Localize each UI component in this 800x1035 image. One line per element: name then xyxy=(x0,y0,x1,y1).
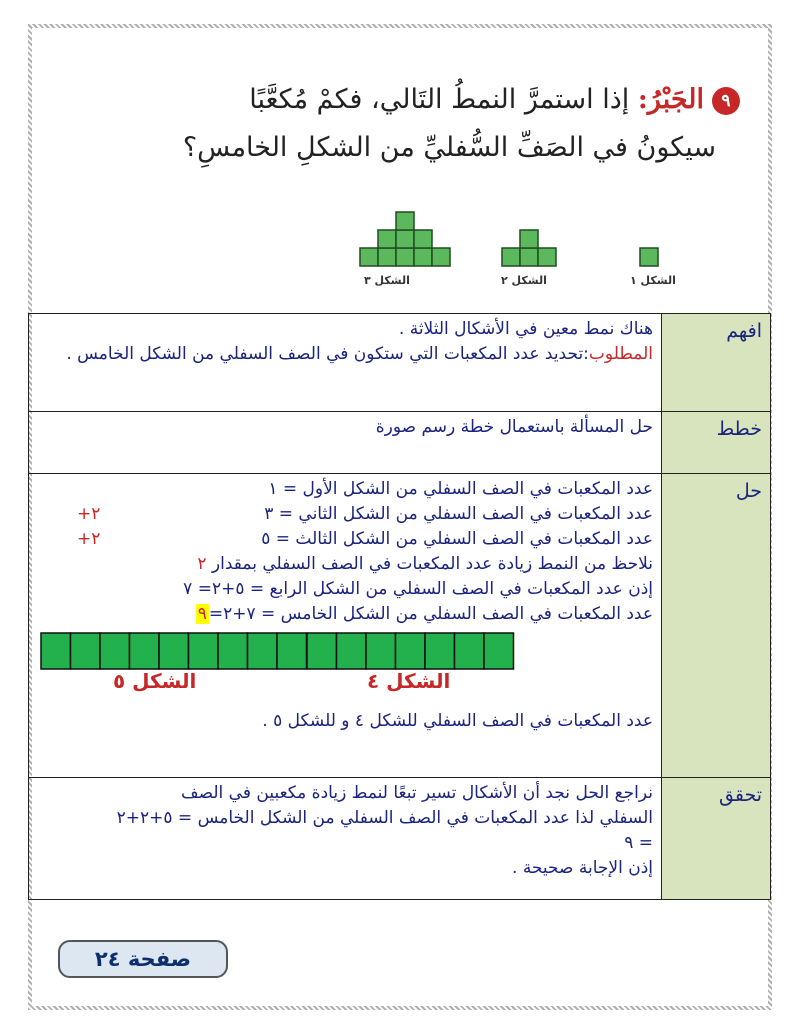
solve-step-2-text: عدد المكعبات في الصف السفلي من الشكل الثاني = ٣ xyxy=(264,504,653,524)
solve-step-5: إذن عدد المكعبات في الصف السفلي من الشكل الرابع = ٥+٢= ٧ xyxy=(183,579,653,599)
figure-3-cube xyxy=(396,212,414,230)
bar-4-cell xyxy=(484,633,514,669)
figure-3-label: الشكل ٣ xyxy=(364,274,410,287)
understand-line-1: هناك نمط معين في الأشكال الثلاثة . xyxy=(398,319,653,339)
verify-content xyxy=(29,778,662,900)
bar-4-cell xyxy=(396,633,426,669)
understand-row xyxy=(29,314,771,412)
problem-statement xyxy=(60,76,740,172)
solve-step-6 xyxy=(37,602,653,627)
required-label: المطلوب xyxy=(588,344,653,364)
figure-3-cube xyxy=(396,230,414,248)
plan-row xyxy=(29,412,771,474)
bars-diagram xyxy=(37,627,653,709)
figure-1-label: الشكل ١ xyxy=(630,274,676,287)
problem-line-1 xyxy=(60,76,740,124)
verify-line-1: نراجع الحل نجد أن الأشكال تسير تبعًا لنمط زيادة مكعبين في الصف xyxy=(181,783,653,803)
bar-4-cell xyxy=(455,633,485,669)
problem-number-badge: ٩ xyxy=(712,87,740,115)
figure-3-cube xyxy=(396,248,414,266)
bar-4-cell xyxy=(366,633,396,669)
figure-2-cube xyxy=(538,248,556,266)
page-number-tag: صفحة ٢٤ xyxy=(58,940,228,978)
bar-5-cell xyxy=(277,633,307,669)
solve-step-3-note: ٢+ xyxy=(77,529,101,549)
figure-2-cube xyxy=(520,230,538,248)
problem-text-1: إذا استمرَّ النمطُ التَالي، فكمْ مُكعَّبًا xyxy=(249,84,630,115)
verify-row xyxy=(29,778,771,900)
solve-label: حل xyxy=(662,474,771,778)
verify-line-3: = ٩ xyxy=(624,833,653,853)
understand-content xyxy=(29,314,662,412)
bar-5-cell xyxy=(248,633,278,669)
problem-line-2: سيكونُ في الصَفِّ السُّفليِّ من الشكلِ الخامسِ؟ xyxy=(182,132,716,163)
bar-5-cell xyxy=(218,633,248,669)
bar-4-label: الشكل ٤ xyxy=(367,669,451,693)
problem-topic: الجَبْرُ: xyxy=(637,84,704,115)
plan-content: حل المسألة باستعمال خطة رسم صورة xyxy=(29,412,662,474)
solve-step-2-note: ٢+ xyxy=(77,504,101,524)
required-text: :تحديد عدد المكعبات التي ستكون في الصف السفلي من الشكل الخامس . xyxy=(66,344,589,364)
figure-3-cube xyxy=(414,248,432,266)
solve-row xyxy=(29,474,771,778)
solve-step-4 xyxy=(37,552,653,577)
solve-step-3 xyxy=(37,527,653,552)
solve-content xyxy=(29,474,662,778)
solve-step-4-value: ٢ xyxy=(197,554,207,574)
bar-5-cell xyxy=(41,633,71,669)
bar-5-cell xyxy=(159,633,189,669)
bar-4-cell xyxy=(425,633,455,669)
figure-2-cube xyxy=(520,248,538,266)
bars-caption: عدد المكعبات في الصف السفلي للشكل ٤ و للشكل ٥ . xyxy=(262,711,653,731)
figure-2-cube xyxy=(502,248,520,266)
bar-5-cell xyxy=(71,633,101,669)
bars-svg xyxy=(37,631,677,673)
bar-4-cell xyxy=(337,633,367,669)
pattern-figures xyxy=(330,182,700,292)
solve-step-1: عدد المكعبات في الصف السفلي من الشكل الأول = ١ xyxy=(268,479,653,499)
plan-label: خطط xyxy=(662,412,771,474)
understand-line-2 xyxy=(37,342,653,367)
solve-step-3-text: عدد المكعبات في الصف السفلي من الشكل الثالث = ٥ xyxy=(261,529,653,549)
solve-step-6-answer: ٩ xyxy=(197,604,207,624)
figure-3-cube xyxy=(378,230,396,248)
verify-line-4: إذن الإجابة صحيحة . xyxy=(512,858,653,878)
figure-3-cube xyxy=(414,230,432,248)
solve-step-2 xyxy=(37,502,653,527)
solve-step-4-text: نلاحظ من النمط زيادة عدد المكعبات في الصف السفلي بمقدار xyxy=(211,554,653,574)
figure-2-label: الشكل ٢ xyxy=(501,274,547,287)
bar-5-cell xyxy=(130,633,160,669)
verify-label: تحقق xyxy=(662,778,771,900)
verify-line-2: السفلي لذا عدد المكعبات في الصف السفلي من الشكل الخامس = ٥+٢+٢ xyxy=(116,808,653,828)
figure-1-cube xyxy=(640,248,658,266)
figure-3-cube xyxy=(432,248,450,266)
bar-5-label: الشكل ٥ xyxy=(113,669,197,693)
solution-table xyxy=(28,313,771,900)
bar-5-cell xyxy=(100,633,130,669)
understand-label: افهم xyxy=(662,314,771,412)
solve-step-6-text: عدد المكعبات في الصف السفلي من الشكل الخامس = ٧+٢= xyxy=(208,604,653,624)
bar-4-cell xyxy=(307,633,337,669)
figure-3-cube xyxy=(360,248,378,266)
figure-3-cube xyxy=(378,248,396,266)
bar-5-cell xyxy=(189,633,219,669)
